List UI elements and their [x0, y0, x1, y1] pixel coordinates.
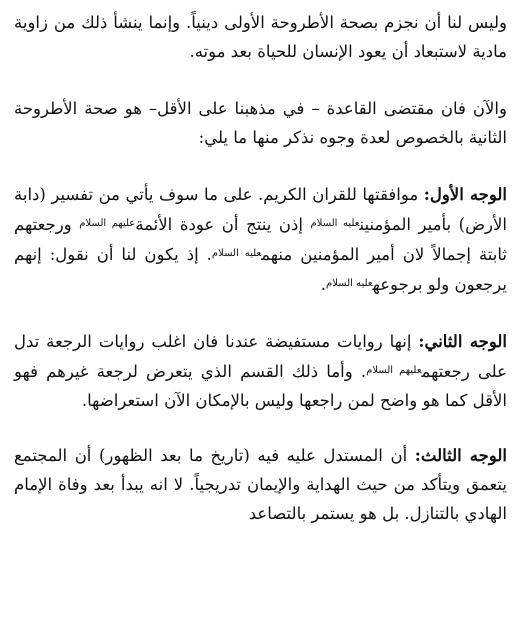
honorific-glyph: عليهم السلام — [79, 218, 136, 229]
paragraph-first-aspect — [14, 180, 507, 299]
honorific-glyph: عليه السلام — [211, 248, 262, 259]
honorific-glyph: عليهم السلام — [366, 365, 422, 376]
section-heading: الوجه الأول: — [423, 185, 508, 204]
paragraph-text: موافقتها للقران الكريم. على ما سوف يأتي من تفسير (دابة الأرض) بأمير المؤمنين — [14, 185, 508, 234]
paragraph-text: . وأما ذلك القسم الذي يتعرض لرجعة غيرهم فهو الأقل كما هو واضح لمن راجعها وليس بالإمكان الآن استعراضها. — [14, 362, 507, 410]
paragraph-third-aspect — [14, 441, 507, 528]
honorific-glyph: عليه السلام — [326, 278, 373, 289]
paragraph-second-aspect — [14, 327, 507, 415]
paragraph-text: . إذ يكون لنا أن نقول: إنهم يرجعون ولو برجوعه — [14, 245, 507, 294]
paragraph-text: إنها روايات مستفيضة عندنا فان اغلب روايات الرجعة تدل على رجعتهم — [14, 332, 507, 381]
paragraph-1: وليس لنا أن نجزم بصحة الأطروحة الأولى دينياً. وإنما ينشأ ذلك من زاوية مادية لاستبعاد أن يعود الإنسان للحياة بعد موته. — [14, 13, 507, 61]
paragraph-text: أن المستدل عليه فيه (تاريخ ما بعد الظهور) أن المجتمع يتعمق ويتأكد من حيث الهداية والإيمان تدريجياً. لا انه يبدأ بعد وفاة الإمام الهادي بالتنازل. بل هو يستمر بالتصاعد — [14, 446, 507, 523]
paragraph-text: . — [320, 275, 326, 294]
honorific-glyph: عليه السلام — [310, 218, 360, 229]
paragraph-text: إذن ينتج أن عودة الأئمة — [135, 215, 311, 234]
section-heading: الوجه الثالث: — [414, 446, 507, 465]
section-heading: الوجه الثاني: — [418, 332, 508, 351]
paragraph-text: ورجعتهم ثابتة إجمالاً لان أمير المؤمنين منهم — [14, 215, 507, 264]
paragraph-2: والآن فان مقتضى القاعدة – في مذهبنا على الأقل– هو صحة الأطروحة الثانية بالخصوص لعدة وجوه نذكر منها ما يلي: — [14, 99, 507, 147]
